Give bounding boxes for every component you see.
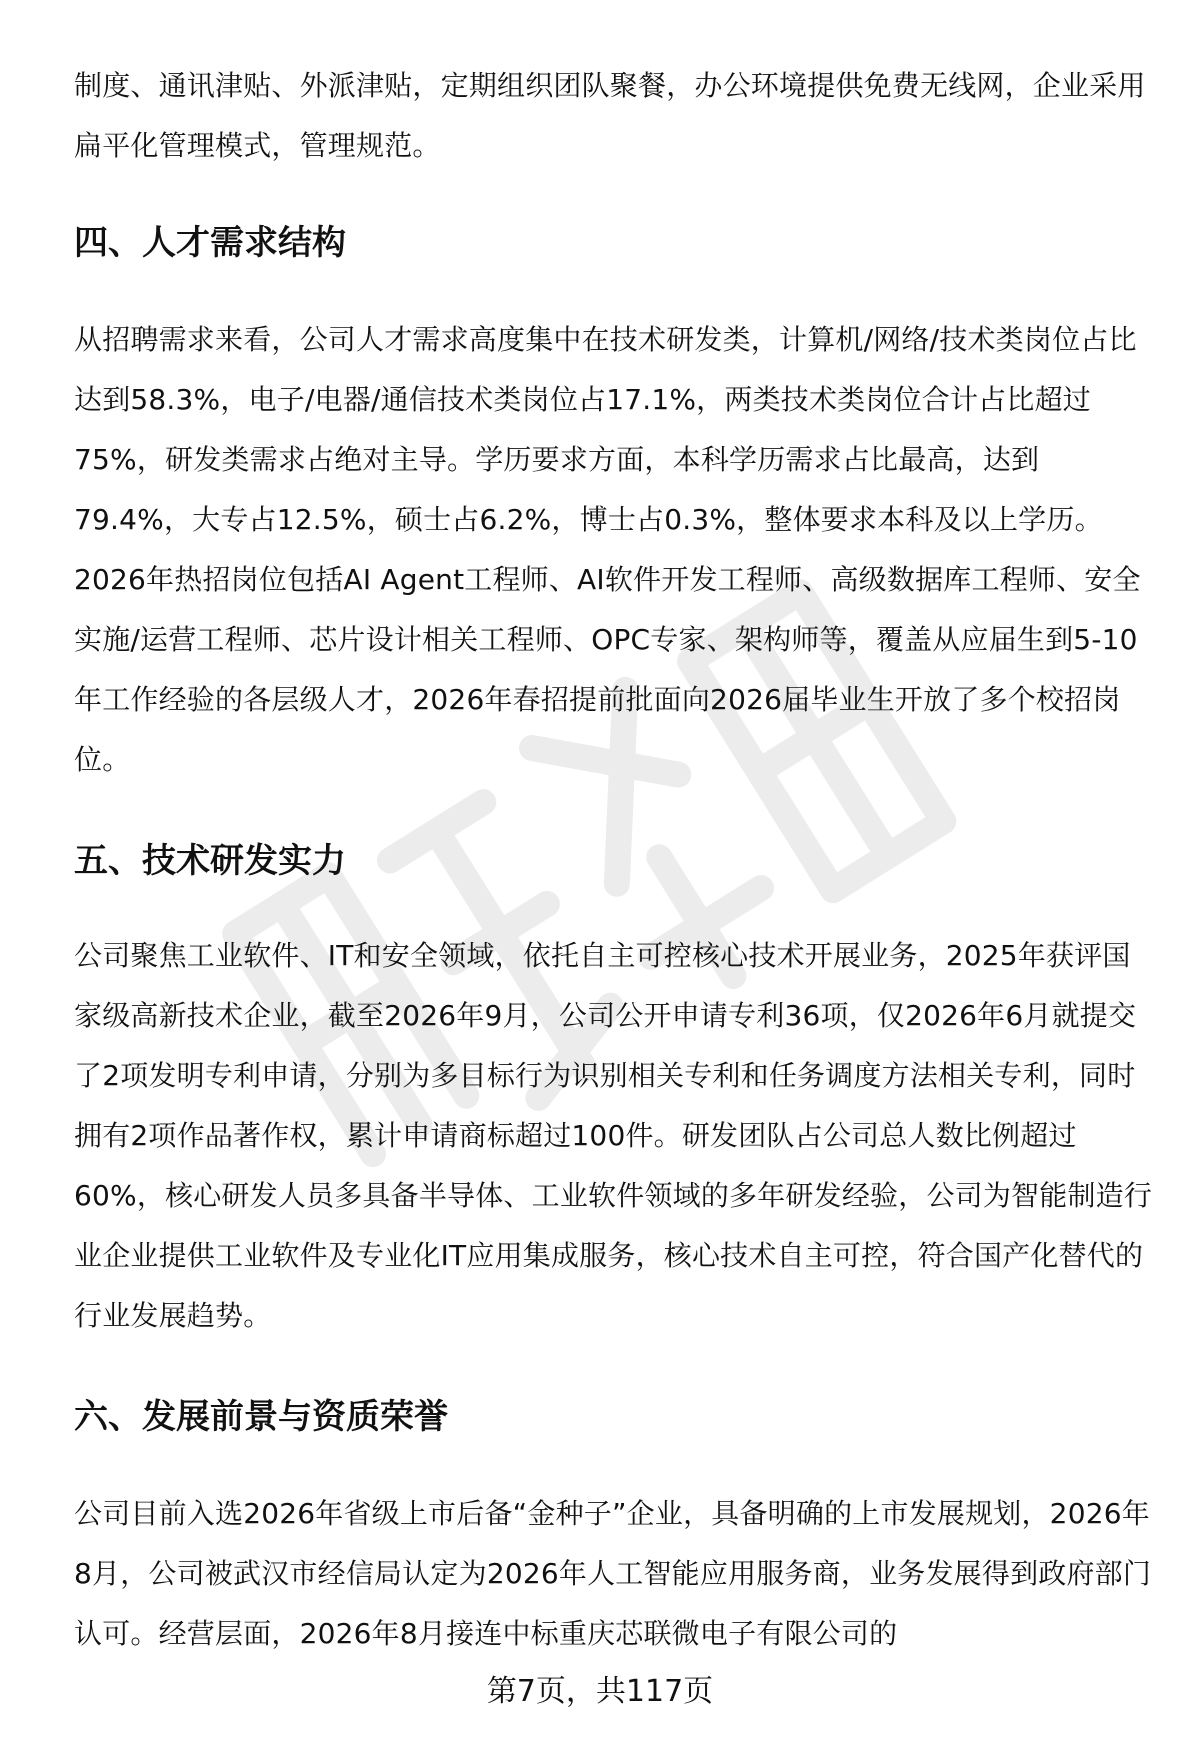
intro-paragraph: 制度、通讯津贴、外派津贴，定期组织团队聚餐，办公环境提供免费无线网，企业采用扁平化管理模式，管理规范。 [74, 69, 1146, 162]
section-heading-prospects-honors: 六、发展前景与资质荣誉 [74, 1397, 448, 1437]
rd-strength-paragraph: 公司聚焦工业软件、IT和安全领域，依托自主可控核心技术开展业务，2025年获评国家级高新技术企业，截至2026年9月，公司公开申请专利36项，仅2026年6月就提交了2项发明专利申请，分别为多目标行为识别相关专利和任务调度方法相关专利，同时拥有2项作品著作权，累计申请商标超过100件。研发团队占公司总人数比例超过60%，核心研发人员多具备半导体、工业软件领域的多年研发经验，公司为智能制造行业企业提供工业软件及专业化IT应用集成服务，核心技术自主可控，符合国产化替代的行业发展趋势。 [74, 939, 1153, 1332]
page-number-footer: 第7页，共117页 [486, 1674, 714, 1709]
prospects-honors-paragraph: 公司目前入选2026年省级上市后备“金种子”企业，具备明确的上市发展规划，2026年8月，公司被武汉市经信局认定为2026年人工智能应用服务商，业务发展得到政府部门认可。经营层面，2026年8月接连中标重庆芯联微电子有限公司的 [74, 1497, 1152, 1650]
document-content [74, 56, 1154, 1664]
section-heading-talent-structure: 四、人才需求结构 [74, 223, 346, 263]
section-heading-rd-strength: 五、技术研发实力 [74, 841, 346, 881]
talent-structure-paragraph: 从招聘需求来看，公司人才需求高度集中在技术研发类，计算机/网络/技术类岗位占比达到58.3%，电子/电器/通信技术类岗位占17.1%，两类技术类岗位合计占比超过75%，研发类需求占绝对主导。学历要求方面，本科学历需求占比最高，达到79.4%，大专占12.5%，硕士占6.2%，博士占0.3%，整体要求本科及以上学历。2026年热招岗位包括AI Agent工程师、AI软件开发工程师、高级数据库工程师、安全实施/运营工程师、芯片设计相关工程师、OPC专家、架构师等，覆盖从应届生到5-10年工作经验的各层级人才，2026年春招提前批面向2026届毕业生开放了多个校招岗位。 [74, 323, 1141, 776]
